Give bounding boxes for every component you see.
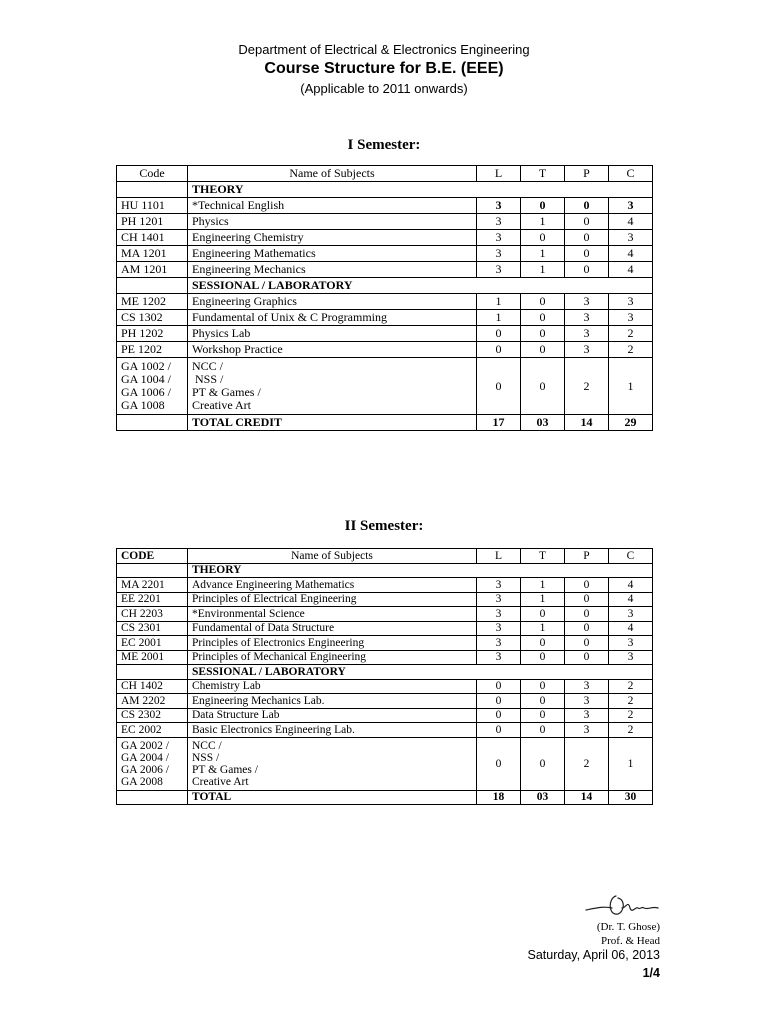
total-practical: 14 [565, 790, 609, 805]
course-code: EC 2002 [117, 723, 188, 738]
semester-1-table [116, 165, 653, 431]
tutorial-hours: 0 [521, 358, 565, 415]
applicability-note: (Applicable to 2011 onwards) [300, 81, 468, 96]
lecture-hours: 1 [477, 294, 521, 310]
tutorial-hours: 0 [521, 198, 565, 214]
subject-name: Principles of Electrical Engineering [188, 592, 477, 607]
credits: 3 [609, 650, 653, 665]
section-label-laboratory: SESSIONAL / LABORATORY [188, 278, 653, 294]
table-row [117, 310, 653, 326]
subject-name: Data Structure Lab [188, 708, 477, 723]
section-label-theory: THEORY [188, 182, 653, 198]
credits: 3 [609, 198, 653, 214]
tutorial-hours: 0 [521, 342, 565, 358]
course-code: HU 1101 [117, 198, 188, 214]
subject-name: Engineering Mechanics [188, 262, 477, 278]
credits: 1 [609, 737, 653, 790]
lecture-hours: 0 [477, 694, 521, 709]
practical-hours: 3 [565, 679, 609, 694]
table-row [117, 607, 653, 622]
table-row [117, 326, 653, 342]
section-label-theory: THEORY [188, 563, 653, 578]
signatory-designation: Prof. & Head [601, 935, 660, 947]
lecture-hours: 3 [477, 262, 521, 278]
total-credits: 29 [609, 415, 653, 431]
practical-hours: 0 [565, 636, 609, 651]
total-label: TOTAL [188, 790, 477, 805]
total-label: TOTAL CREDIT [188, 415, 477, 431]
credits: 4 [609, 621, 653, 636]
course-code: GA 1006 / [121, 385, 172, 399]
course-code: MA 2201 [117, 578, 188, 593]
course-code: PH 1201 [117, 214, 188, 230]
lecture-hours: 0 [477, 737, 521, 790]
course-code: PE 1202 [117, 342, 188, 358]
table-row [117, 342, 653, 358]
subject-name: Workshop Practice [188, 342, 477, 358]
section-label-laboratory: SESSIONAL / LABORATORY [188, 665, 653, 680]
tutorial-hours: 1 [521, 621, 565, 636]
table-row [117, 636, 653, 651]
practical-hours: 0 [565, 607, 609, 622]
course-code-group [117, 358, 188, 415]
subject-name: Chemistry Lab [188, 679, 477, 694]
subject-name: Engineering Graphics [188, 294, 477, 310]
table-row-ga-activities [117, 737, 653, 790]
subject-name: Principles of Electronics Engineering [188, 636, 477, 651]
total-row [117, 415, 653, 431]
subject-name: NCC / [192, 359, 224, 373]
practical-hours: 3 [565, 294, 609, 310]
section-row-laboratory [117, 278, 653, 294]
section-row-laboratory [117, 665, 653, 680]
semester-2-table [116, 548, 653, 805]
total-row [117, 790, 653, 805]
total-tutorial: 03 [521, 790, 565, 805]
page-number: 1/4 [642, 966, 660, 980]
credits: 4 [609, 592, 653, 607]
subject-name: Fundamental of Data Structure [188, 621, 477, 636]
credits: 4 [609, 578, 653, 593]
practical-hours: 0 [565, 230, 609, 246]
tutorial-hours: 0 [521, 650, 565, 665]
credits: 3 [609, 230, 653, 246]
practical-hours: 3 [565, 723, 609, 738]
subject-name: Fundamental of Unix & C Programming [188, 310, 477, 326]
tutorial-hours: 1 [521, 214, 565, 230]
subject-name: Basic Electronics Engineering Lab. [188, 723, 477, 738]
subject-name: Engineering Mechanics Lab. [188, 694, 477, 709]
lecture-hours: 3 [477, 607, 521, 622]
col-header-subject: Name of Subjects [188, 549, 477, 564]
tutorial-hours: 0 [521, 723, 565, 738]
tutorial-hours: 0 [521, 326, 565, 342]
course-code: GA 2008 [121, 775, 163, 788]
practical-hours: 0 [565, 214, 609, 230]
course-code: GA 1002 / [121, 359, 172, 373]
course-code-group [117, 737, 188, 790]
practical-hours: 0 [565, 592, 609, 607]
course-code: CH 1402 [117, 679, 188, 694]
col-header-p: P [565, 549, 609, 564]
table-row [117, 592, 653, 607]
signatory-name: (Dr. T. Ghose) [596, 921, 660, 933]
lecture-hours: 0 [477, 708, 521, 723]
practical-hours: 3 [565, 326, 609, 342]
credits: 3 [609, 607, 653, 622]
subject-name: NSS / [192, 372, 224, 386]
subject-name: Engineering Chemistry [188, 230, 477, 246]
col-header-t: T [521, 549, 565, 564]
semester-2-title: II Semester: [344, 518, 424, 534]
lecture-hours: 0 [477, 326, 521, 342]
lecture-hours: 0 [477, 679, 521, 694]
course-code: ME 1202 [117, 294, 188, 310]
course-code: AM 2202 [117, 694, 188, 709]
credits: 2 [609, 326, 653, 342]
total-lecture: 17 [477, 415, 521, 431]
tutorial-hours: 1 [521, 578, 565, 593]
subject-name: NCC / [192, 739, 222, 752]
lecture-hours: 0 [477, 358, 521, 415]
subject-name: Physics Lab [188, 326, 477, 342]
credits: 2 [609, 723, 653, 738]
practical-hours: 0 [565, 246, 609, 262]
total-credits: 30 [609, 790, 653, 805]
subject-name: Creative Art [192, 398, 251, 412]
tutorial-hours: 0 [521, 310, 565, 326]
practical-hours: 2 [565, 737, 609, 790]
col-header-c: C [609, 549, 653, 564]
lecture-hours: 3 [477, 198, 521, 214]
table-row [117, 708, 653, 723]
course-code: EC 2001 [117, 636, 188, 651]
course-code: CH 2203 [117, 607, 188, 622]
tutorial-hours: 0 [521, 679, 565, 694]
tutorial-hours: 0 [521, 708, 565, 723]
lecture-hours: 0 [477, 342, 521, 358]
lecture-hours: 3 [477, 636, 521, 651]
col-header-t: T [521, 166, 565, 182]
course-code: EE 2201 [117, 592, 188, 607]
table-row [117, 694, 653, 709]
practical-hours: 0 [565, 198, 609, 214]
col-header-p: P [565, 166, 609, 182]
table-row [117, 214, 653, 230]
lecture-hours: 3 [477, 650, 521, 665]
col-header-code: CODE [117, 549, 188, 564]
tutorial-hours: 1 [521, 246, 565, 262]
credits: 3 [609, 310, 653, 326]
subject-name: Advance Engineering Mathematics [188, 578, 477, 593]
practical-hours: 3 [565, 310, 609, 326]
subject-name-group [188, 737, 477, 790]
lecture-hours: 0 [477, 723, 521, 738]
subject-name: Creative Art [192, 775, 249, 788]
table-row [117, 246, 653, 262]
section-row-theory [117, 563, 653, 578]
credits: 4 [609, 214, 653, 230]
course-code: GA 1004 / [121, 372, 172, 386]
tutorial-hours: 0 [521, 230, 565, 246]
lecture-hours: 1 [477, 310, 521, 326]
practical-hours: 0 [565, 621, 609, 636]
credits: 1 [609, 358, 653, 415]
tutorial-hours: 0 [521, 607, 565, 622]
course-title: Course Structure for B.E. (EEE) [264, 60, 504, 77]
table-row [117, 723, 653, 738]
credits: 2 [609, 708, 653, 723]
subject-name: PT & Games / [192, 385, 261, 399]
col-header-l: L [477, 166, 521, 182]
table-row [117, 262, 653, 278]
course-code: CS 2302 [117, 708, 188, 723]
practical-hours: 0 [565, 262, 609, 278]
course-code: CS 1302 [117, 310, 188, 326]
lecture-hours: 3 [477, 578, 521, 593]
tutorial-hours: 0 [521, 694, 565, 709]
handwritten-signature [582, 886, 662, 922]
credits: 2 [609, 342, 653, 358]
table-row [117, 578, 653, 593]
subject-name: PT & Games / [192, 763, 258, 776]
table-row [117, 679, 653, 694]
practical-hours: 3 [565, 708, 609, 723]
lecture-hours: 3 [477, 621, 521, 636]
course-code: MA 1201 [117, 246, 188, 262]
course-code: GA 2004 / [121, 751, 169, 764]
lecture-hours: 3 [477, 592, 521, 607]
practical-hours: 0 [565, 578, 609, 593]
credits: 3 [609, 294, 653, 310]
credits: 2 [609, 694, 653, 709]
col-header-subject: Name of Subjects [188, 166, 477, 182]
tutorial-hours: 0 [521, 636, 565, 651]
course-code: CH 1401 [117, 230, 188, 246]
course-code: GA 2006 / [121, 763, 169, 776]
subject-name: Physics [188, 214, 477, 230]
subject-name: Engineering Mathematics [188, 246, 477, 262]
course-code: PH 1202 [117, 326, 188, 342]
subject-name: NSS / [192, 751, 220, 764]
subject-name: *Technical English [188, 198, 477, 214]
practical-hours: 2 [565, 358, 609, 415]
table-row-ga-activities [117, 358, 653, 415]
subject-name: Principles of Mechanical Engineering [188, 650, 477, 665]
lecture-hours: 3 [477, 246, 521, 262]
total-lecture: 18 [477, 790, 521, 805]
total-tutorial: 03 [521, 415, 565, 431]
credits: 4 [609, 246, 653, 262]
table-row [117, 230, 653, 246]
credits: 4 [609, 262, 653, 278]
lecture-hours: 3 [477, 214, 521, 230]
course-code: GA 2002 / [121, 739, 169, 752]
col-header-l: L [477, 549, 521, 564]
course-code: ME 2001 [117, 650, 188, 665]
table-row [117, 294, 653, 310]
semester-1-title: I Semester: [347, 137, 421, 153]
course-code: GA 1008 [121, 398, 165, 412]
credits: 2 [609, 679, 653, 694]
department-heading: Department of Electrical & Electronics Engineering [238, 42, 530, 57]
tutorial-hours: 1 [521, 262, 565, 278]
course-code: CS 2301 [117, 621, 188, 636]
subject-name-group [188, 358, 477, 415]
practical-hours: 0 [565, 650, 609, 665]
total-practical: 14 [565, 415, 609, 431]
tutorial-hours: 1 [521, 592, 565, 607]
subject-name: *Environmental Science [188, 607, 477, 622]
section-row-theory [117, 182, 653, 198]
table-header-row [117, 166, 653, 182]
table-row [117, 198, 653, 214]
lecture-hours: 3 [477, 230, 521, 246]
col-header-c: C [609, 166, 653, 182]
credits: 3 [609, 636, 653, 651]
practical-hours: 3 [565, 694, 609, 709]
col-header-code: Code [117, 166, 188, 182]
document-date: Saturday, April 06, 2013 [527, 948, 660, 962]
tutorial-hours: 0 [521, 294, 565, 310]
tutorial-hours: 0 [521, 737, 565, 790]
table-header-row [117, 549, 653, 564]
table-row [117, 650, 653, 665]
course-code: AM 1201 [117, 262, 188, 278]
table-row [117, 621, 653, 636]
practical-hours: 3 [565, 342, 609, 358]
